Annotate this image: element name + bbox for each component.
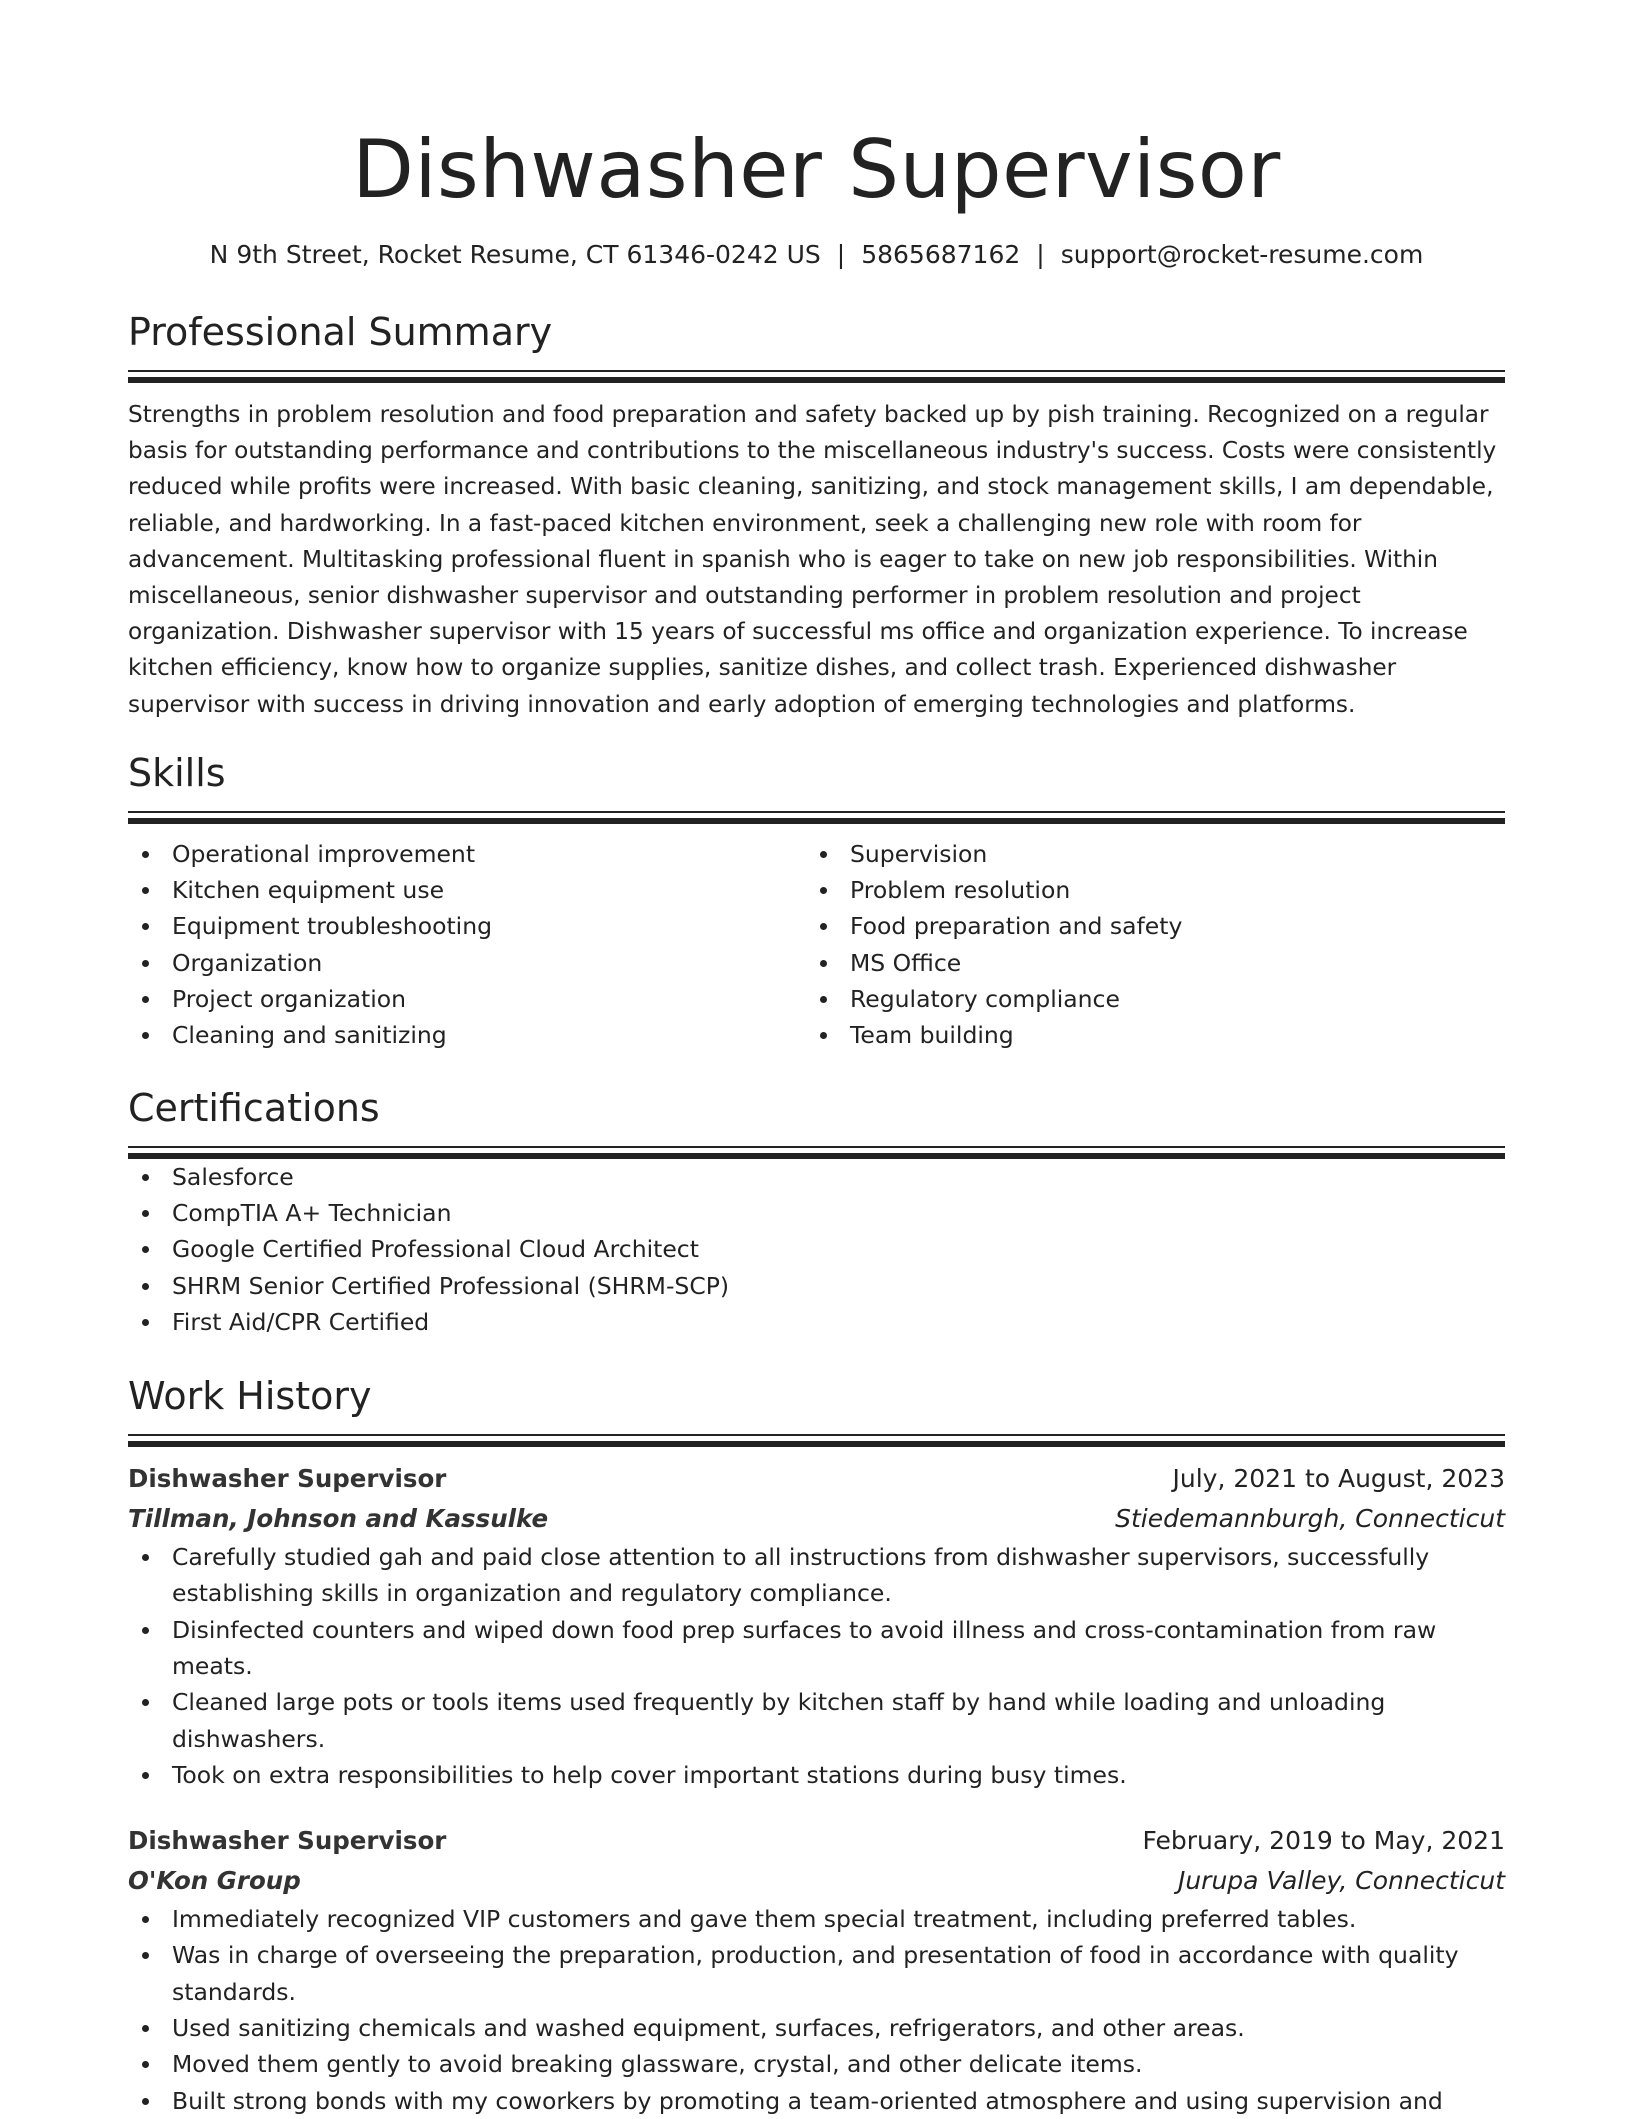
job-subheader <box>128 1861 1505 1901</box>
contact-line <box>128 238 1505 272</box>
job-header <box>128 1459 1505 1499</box>
certifications-section <box>128 1084 1505 1340</box>
job-bullet: Built strong bonds with my coworkers by promoting a team-oriented atmosphere and using supervision and <box>128 2083 1505 2119</box>
certification-item: SHRM Senior Certified Professional (SHRM-SCP) <box>128 1268 1505 1304</box>
certification-item: CompTIA A+ Technician <box>128 1195 1505 1231</box>
skill-item: Team building <box>806 1017 1484 1053</box>
job-bullet: Disinfected counters and wiped down food prep surfaces to avoid illness and cross-contamination from raw meats. <box>128 1612 1505 1685</box>
skill-item: Project organization <box>128 981 806 1017</box>
job-dates: July, 2021 to August, 2023 <box>1172 1464 1505 1494</box>
skill-item: Equipment troubleshooting <box>128 908 806 944</box>
contact-address: N 9th Street, Rocket Resume, CT 61346-0242 US <box>209 240 821 269</box>
skill-item: Food preparation and safety <box>806 908 1484 944</box>
skill-item: Regulatory compliance <box>806 981 1484 1017</box>
skill-item: MS Office <box>806 945 1484 981</box>
job-entry <box>128 1821 1505 2119</box>
certifications-list <box>128 1159 1505 1340</box>
job-company: O'Kon Group <box>128 1866 301 1896</box>
contact-phone: 5865687162 <box>861 240 1021 269</box>
job-title: Dishwasher Supervisor <box>128 1826 447 1856</box>
skills-list-left <box>128 836 806 1054</box>
job-bullet: Used sanitizing chemicals and washed equipment, surfaces, refrigerators, and other areas. <box>128 2010 1505 2046</box>
work-history-section <box>128 1372 1505 2119</box>
resume-name: Dishwasher Supervisor <box>352 123 1281 216</box>
skills-columns <box>128 836 1505 1054</box>
skill-item: Operational improvement <box>128 836 806 872</box>
section-title-work-history: Work History <box>128 1374 372 1419</box>
job-header <box>128 1821 1505 1861</box>
job-entry <box>128 1459 1505 1793</box>
job-bullets <box>128 1901 1505 2119</box>
summary-section <box>128 308 1505 723</box>
job-bullet: Immediately recognized VIP customers and gave them special treatment, including preferred tables. <box>128 1901 1505 1937</box>
job-bullet: Was in charge of overseeing the preparation, production, and presentation of food in accordance with quality standards. <box>128 1937 1505 2010</box>
section-title-summary: Professional Summary <box>128 310 553 354</box>
section-title-certifications: Certifications <box>128 1085 380 1130</box>
skill-item: Supervision <box>806 836 1484 872</box>
job-dates: February, 2019 to May, 2021 <box>1142 1826 1505 1856</box>
certification-item: Google Certified Professional Cloud Architect <box>128 1231 1505 1267</box>
skill-item: Cleaning and sanitizing <box>128 1017 806 1053</box>
certification-item: First Aid/CPR Certified <box>128 1304 1505 1340</box>
skill-item: Problem resolution <box>806 872 1484 908</box>
job-bullet: Moved them gently to avoid breaking glassware, crystal, and other delicate items. <box>128 2046 1505 2082</box>
section-divider <box>128 1434 1505 1447</box>
section-divider <box>128 811 1505 824</box>
job-location: Stiedemannburgh, Connecticut <box>1115 1504 1505 1534</box>
skill-item: Organization <box>128 945 806 981</box>
job-location: Jurupa Valley, Connecticut <box>1177 1866 1505 1896</box>
job-bullets <box>128 1539 1505 1793</box>
contact-email: support@rocket-resume.com <box>1060 240 1424 269</box>
job-bullet: Took on extra responsibilities to help cover important stations during busy times. <box>128 1757 1505 1793</box>
skills-section <box>128 749 1505 1054</box>
job-company: Tillman, Johnson and Kassulke <box>128 1504 549 1534</box>
job-title: Dishwasher Supervisor <box>128 1464 447 1494</box>
section-divider <box>128 1146 1505 1159</box>
job-subheader <box>128 1499 1505 1539</box>
skill-item: Kitchen equipment use <box>128 872 806 908</box>
contact-separator: | <box>836 240 846 269</box>
job-bullet: Cleaned large pots or tools items used frequently by kitchen staff by hand while loading and unloading dishwashers. <box>128 1684 1505 1757</box>
certification-item: Salesforce <box>128 1159 1505 1195</box>
resume-page <box>128 0 1505 2119</box>
summary-text: Strengths in problem resolution and food preparation and safety backed up by pish training. Recognized on a regular basis for outstanding performance and contributions to the miscellaneous industry's success. Costs were consistently reduced while profits were increased. With basic cleaning, sanitizing, and stock management skills, I am dependable, reliable, and hardworking. In a fast-paced kitchen environment, seek a challenging new role with room for advancement. Multitasking professional fluent in spanish who is eager to take on new job responsibilities. Within miscellaneous, senior dishwasher supervisor and outstanding performer in problem resolution and project organization. Dishwasher supervisor with 15 years of successful ms office and organization experience. To increase kitchen efficiency, know how to organize supplies, sanitize dishes, and collect trash. Experienced dishwasher supervisor with success in driving innovation and early adoption of emerging technologies and platforms. <box>128 401 1497 718</box>
job-bullet: Carefully studied gah and paid close attention to all instructions from dishwasher supervisors, successfully establishing skills in organization and regulatory compliance. <box>128 1539 1505 1612</box>
section-title-skills: Skills <box>128 750 226 795</box>
contact-separator: | <box>1036 240 1045 269</box>
section-divider <box>128 370 1505 383</box>
skills-list-right <box>806 836 1484 1054</box>
